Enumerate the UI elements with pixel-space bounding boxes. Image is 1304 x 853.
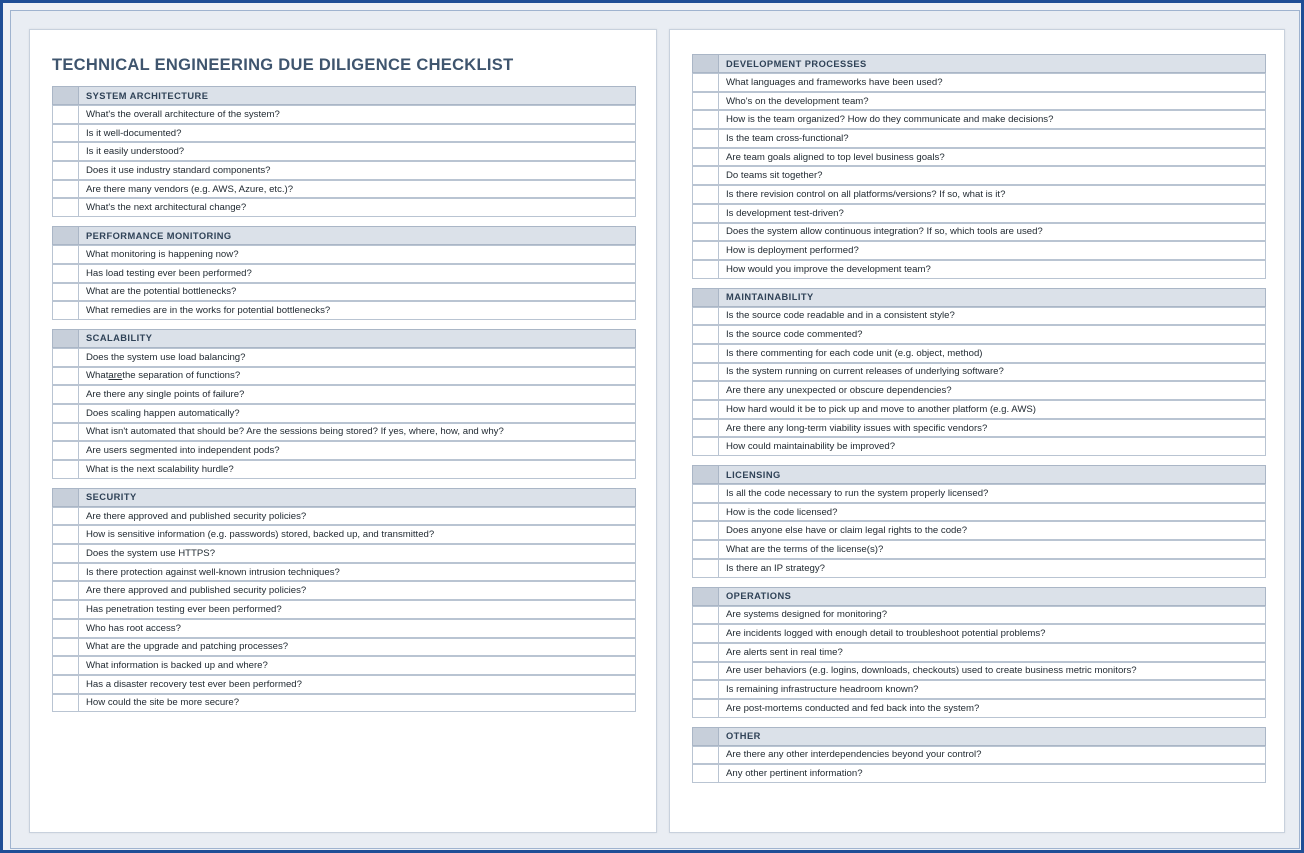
checkbox-cell[interactable] — [692, 419, 718, 438]
section-header — [692, 54, 1266, 73]
checklist-row — [692, 503, 1266, 522]
checklist-item-label: Is the system running on current releases of underlying software? — [718, 363, 1266, 382]
checklist-row — [52, 283, 636, 302]
checkbox-cell[interactable] — [692, 166, 718, 185]
checklist-row — [692, 204, 1266, 223]
checklist-item-label: What monitoring is happening now? — [78, 245, 636, 264]
checkbox-cell[interactable] — [692, 503, 718, 522]
checkbox-cell[interactable] — [692, 746, 718, 765]
checklist-row — [52, 105, 636, 124]
checklist-item-label: How would you improve the development team? — [718, 260, 1266, 279]
checkbox-cell[interactable] — [52, 525, 78, 544]
checklist-row — [692, 148, 1266, 167]
checkbox-cell[interactable] — [52, 283, 78, 302]
checklist-item-label: Does scaling happen automatically? — [78, 404, 636, 423]
checklist-row — [52, 245, 636, 264]
checklist-section — [52, 226, 636, 320]
checklist-row — [692, 419, 1266, 438]
checkbox-cell[interactable] — [692, 540, 718, 559]
checklist-item-label: How could the site be more secure? — [78, 694, 636, 713]
checklist-row — [52, 694, 636, 713]
checkbox-cell[interactable] — [692, 325, 718, 344]
checklist-item-label: Is remaining infrastructure headroom known? — [718, 680, 1266, 699]
checklist-item-label: Are there any other interdependencies beyond your control? — [718, 746, 1266, 765]
checkbox-cell[interactable] — [52, 124, 78, 143]
checklist-row — [692, 662, 1266, 681]
section-title: SYSTEM ARCHITECTURE — [78, 86, 636, 105]
checklist-section — [52, 329, 636, 479]
checkbox-cell[interactable] — [52, 600, 78, 619]
checklist-row — [692, 307, 1266, 326]
checklist-section — [692, 288, 1266, 457]
checkbox-cell[interactable] — [692, 437, 718, 456]
checklist-row — [52, 638, 636, 657]
checkbox-cell[interactable] — [52, 142, 78, 161]
checklist-row — [692, 73, 1266, 92]
checkbox-cell[interactable] — [692, 662, 718, 681]
checklist-item-label: Does it use industry standard components? — [78, 161, 636, 180]
section-title: LICENSING — [718, 465, 1266, 484]
checkbox-cell[interactable] — [52, 694, 78, 713]
checklist-item-label: What are the terms of the license(s)? — [718, 540, 1266, 559]
section-header — [692, 727, 1266, 746]
checkbox-cell[interactable] — [52, 105, 78, 124]
checklist-item-label: Are post-mortems conducted and fed back into the system? — [718, 699, 1266, 718]
checklist-row — [52, 507, 636, 526]
checkbox-cell[interactable] — [52, 656, 78, 675]
checklist-row — [692, 521, 1266, 540]
section-header-marker — [52, 488, 78, 507]
checklist-row — [692, 344, 1266, 363]
checklist-row — [692, 129, 1266, 148]
checkbox-cell[interactable] — [692, 699, 718, 718]
checklist-row — [692, 400, 1266, 419]
checklist-item-label: Is it well-documented? — [78, 124, 636, 143]
section-title: PERFORMANCE MONITORING — [78, 226, 636, 245]
checklist-row — [52, 600, 636, 619]
checkbox-cell[interactable] — [692, 764, 718, 783]
checklist-row — [692, 363, 1266, 382]
checklist-item-label: Are user behaviors (e.g. logins, downloads, checkouts) used to create business metric monitors? — [718, 662, 1266, 681]
checklist-item-label: How could maintainability be improved? — [718, 437, 1266, 456]
section-title: OPERATIONS — [718, 587, 1266, 606]
section-header-marker — [692, 465, 718, 484]
checklist-item-label: How is the code licensed? — [718, 503, 1266, 522]
checklist-row — [52, 656, 636, 675]
checklist-item-label: Is all the code necessary to run the system properly licensed? — [718, 484, 1266, 503]
checklist-item-label: What is the next scalability hurdle? — [78, 460, 636, 479]
checkbox-cell[interactable] — [52, 638, 78, 657]
checklist-section — [52, 86, 636, 217]
checklist-item-label: How hard would it be to pick up and move to another platform (e.g. AWS) — [718, 400, 1266, 419]
checklist-row — [692, 559, 1266, 578]
section-title: MAINTAINABILITY — [718, 288, 1266, 307]
checkbox-cell[interactable] — [692, 307, 718, 326]
section-header-marker — [692, 727, 718, 746]
section-header-marker — [52, 329, 78, 348]
checklist-row — [52, 142, 636, 161]
right-column-sections — [692, 54, 1266, 792]
checkbox-cell[interactable] — [692, 381, 718, 400]
checkbox-cell[interactable] — [692, 680, 718, 699]
checklist-item-label: Does the system use load balancing? — [78, 348, 636, 367]
checkbox-cell[interactable] — [692, 223, 718, 242]
checklist-row — [692, 325, 1266, 344]
checklist-row — [692, 606, 1266, 625]
checklist-item-label: What are the upgrade and patching processes? — [78, 638, 636, 657]
checklist-section — [692, 54, 1266, 279]
section-title: SECURITY — [78, 488, 636, 507]
checklist-item-label: Is the team cross-functional? — [718, 129, 1266, 148]
checklist-item-label: Do teams sit together? — [718, 166, 1266, 185]
checklist-row — [692, 166, 1266, 185]
checklist-row — [52, 544, 636, 563]
checklist-item-label: Who's on the development team? — [718, 92, 1266, 111]
checklist-item-label: What languages and frameworks have been used? — [718, 73, 1266, 92]
checklist-item-label: Is there revision control on all platforms/versions? If so, what is it? — [718, 185, 1266, 204]
checklist-row — [52, 619, 636, 638]
page-title: TECHNICAL ENGINEERING DUE DILIGENCE CHECKLIST — [52, 56, 514, 74]
section-header-marker — [692, 54, 718, 73]
section-header-marker — [52, 86, 78, 105]
checklist-row — [692, 624, 1266, 643]
document-inner-frame — [10, 10, 1300, 849]
checklist-row — [692, 699, 1266, 718]
checklist-item-label: Is there protection against well-known intrusion techniques? — [78, 563, 636, 582]
checklist-item-label: What's the overall architecture of the system? — [78, 105, 636, 124]
page-right — [669, 29, 1285, 833]
checkbox-cell[interactable] — [692, 241, 718, 260]
checklist-row — [52, 161, 636, 180]
checklist-row — [692, 680, 1266, 699]
checklist-row — [52, 180, 636, 199]
section-header — [692, 465, 1266, 484]
checklist-row — [52, 348, 636, 367]
checklist-row — [692, 540, 1266, 559]
checklist-item-label: Does the system use HTTPS? — [78, 544, 636, 563]
checkbox-cell[interactable] — [692, 92, 718, 111]
checklist-item-label: How is the team organized? How do they communicate and make decisions? — [718, 110, 1266, 129]
checklist-row — [52, 301, 636, 320]
checkbox-cell[interactable] — [52, 245, 78, 264]
checkbox-cell[interactable] — [692, 521, 718, 540]
checkbox-cell[interactable] — [52, 581, 78, 600]
checklist-row — [692, 223, 1266, 242]
checkbox-cell[interactable] — [692, 363, 718, 382]
checklist-item-label: Has a disaster recovery test ever been performed? — [78, 675, 636, 694]
checkbox-cell[interactable] — [52, 460, 78, 479]
checklist-item-label: Are there approved and published security policies? — [78, 507, 636, 526]
section-title: OTHER — [718, 727, 1266, 746]
section-header-marker — [692, 288, 718, 307]
section-header — [52, 86, 636, 105]
checklist-item-label: Are team goals aligned to top level business goals? — [718, 148, 1266, 167]
checklist-row — [52, 675, 636, 694]
checklist-section — [52, 488, 636, 713]
checkbox-cell[interactable] — [692, 73, 718, 92]
checkbox-cell[interactable] — [692, 344, 718, 363]
checklist-row — [692, 764, 1266, 783]
checklist-row — [52, 198, 636, 217]
checklist-row — [52, 404, 636, 423]
checklist-row — [52, 367, 636, 386]
section-title: SCALABILITY — [78, 329, 636, 348]
checkbox-cell[interactable] — [692, 148, 718, 167]
checklist-section — [692, 465, 1266, 577]
checklist-item-label: Are there any unexpected or obscure dependencies? — [718, 381, 1266, 400]
checkbox-cell[interactable] — [52, 301, 78, 320]
checklist-item-label: Are users segmented into independent pods? — [78, 441, 636, 460]
checklist-item-label: What remedies are in the works for potential bottlenecks? — [78, 301, 636, 320]
checklist-item-label: Are systems designed for monitoring? — [718, 606, 1266, 625]
checkbox-cell[interactable] — [692, 110, 718, 129]
checkbox-cell[interactable] — [52, 563, 78, 582]
checklist-row — [52, 460, 636, 479]
checklist-item-label: Are there any single points of failure? — [78, 385, 636, 404]
checklist-item-label: Are alerts sent in real time? — [718, 643, 1266, 662]
checkbox-cell[interactable] — [52, 675, 78, 694]
checklist-row — [52, 385, 636, 404]
checklist-row — [692, 110, 1266, 129]
checkbox-cell[interactable] — [52, 423, 78, 442]
checkbox-cell[interactable] — [692, 129, 718, 148]
section-header — [52, 488, 636, 507]
checkbox-cell[interactable] — [52, 264, 78, 283]
checklist-row — [692, 260, 1266, 279]
checkbox-cell[interactable] — [52, 348, 78, 367]
checklist-item-label: Does the system allow continuous integration? If so, which tools are used? — [718, 223, 1266, 242]
checklist-row — [692, 185, 1266, 204]
checklist-section — [692, 727, 1266, 783]
section-header-marker — [52, 226, 78, 245]
section-header — [52, 226, 636, 245]
checklist-item-label: Has load testing ever been performed? — [78, 264, 636, 283]
section-header — [692, 288, 1266, 307]
page-left — [29, 29, 657, 833]
checklist-item-label: Is it easily understood? — [78, 142, 636, 161]
checklist-section — [692, 587, 1266, 718]
section-header — [692, 587, 1266, 606]
checkbox-cell[interactable] — [52, 198, 78, 217]
checkbox-cell[interactable] — [692, 185, 718, 204]
checklist-row — [52, 124, 636, 143]
checklist-row — [52, 441, 636, 460]
checklist-item-label: Are there approved and published security policies? — [78, 581, 636, 600]
checkbox-cell[interactable] — [52, 404, 78, 423]
checkbox-cell[interactable] — [692, 606, 718, 625]
checklist-row — [692, 746, 1266, 765]
checkbox-cell[interactable] — [52, 441, 78, 460]
checkbox-cell[interactable] — [52, 544, 78, 563]
checkbox-cell[interactable] — [52, 385, 78, 404]
checklist-item-label: Does anyone else have or claim legal rights to the code? — [718, 521, 1266, 540]
checklist-item-label: Are incidents logged with enough detail to troubleshoot potential problems? — [718, 624, 1266, 643]
checkbox-cell[interactable] — [692, 643, 718, 662]
checklist-item-label: Is development test-driven? — [718, 204, 1266, 223]
checkbox-cell[interactable] — [692, 260, 718, 279]
checklist-item-label: What are the potential bottlenecks? — [78, 283, 636, 302]
checkbox-cell[interactable] — [52, 367, 78, 386]
checklist-item-label: Is the source code readable and in a consistent style? — [718, 307, 1266, 326]
checklist-item-label: What's the next architectural change? — [78, 198, 636, 217]
checklist-item-label: Is there an IP strategy? — [718, 559, 1266, 578]
checklist-item-label: Is there commenting for each code unit (e.g. object, method) — [718, 344, 1266, 363]
checklist-item-label: What information is backed up and where? — [78, 656, 636, 675]
checkbox-cell[interactable] — [52, 180, 78, 199]
checklist-row — [692, 643, 1266, 662]
checklist-row — [52, 525, 636, 544]
checkbox-cell[interactable] — [52, 161, 78, 180]
left-column-sections — [52, 86, 636, 721]
checklist-item-label: What isn't automated that should be? Are the sessions being stored? If yes, where, how, and why? — [78, 423, 636, 442]
checklist-row — [52, 581, 636, 600]
checklist-item-label: Has penetration testing ever been performed? — [78, 600, 636, 619]
checkbox-cell[interactable] — [52, 507, 78, 526]
checklist-item-label: Who has root access? — [78, 619, 636, 638]
section-header-marker — [692, 587, 718, 606]
checklist-item-label: Are there many vendors (e.g. AWS, Azure, etc.)? — [78, 180, 636, 199]
checklist-row — [692, 381, 1266, 400]
checklist-row — [692, 241, 1266, 260]
checklist-row — [692, 484, 1266, 503]
checklist-row — [52, 264, 636, 283]
checkbox-cell[interactable] — [692, 559, 718, 578]
section-header — [52, 329, 636, 348]
checkbox-cell[interactable] — [692, 624, 718, 643]
section-title: DEVELOPMENT PROCESSES — [718, 54, 1266, 73]
checklist-item-label: Any other pertinent information? — [718, 764, 1266, 783]
checklist-row — [52, 563, 636, 582]
checklist-row — [692, 437, 1266, 456]
checklist-row — [692, 92, 1266, 111]
checklist-item-label: How is deployment performed? — [718, 241, 1266, 260]
checklist-row — [52, 423, 636, 442]
checklist-item-label: Are there any long-term viability issues with specific vendors? — [718, 419, 1266, 438]
checkbox-cell[interactable] — [692, 484, 718, 503]
checkbox-cell[interactable] — [692, 204, 718, 223]
checkbox-cell[interactable] — [52, 619, 78, 638]
checklist-item-label: Is the source code commented? — [718, 325, 1266, 344]
checkbox-cell[interactable] — [692, 400, 718, 419]
checklist-item-label: What are the separation of functions? — [78, 367, 636, 386]
checklist-item-label: How is sensitive information (e.g. passwords) stored, backed up, and transmitted? — [78, 525, 636, 544]
